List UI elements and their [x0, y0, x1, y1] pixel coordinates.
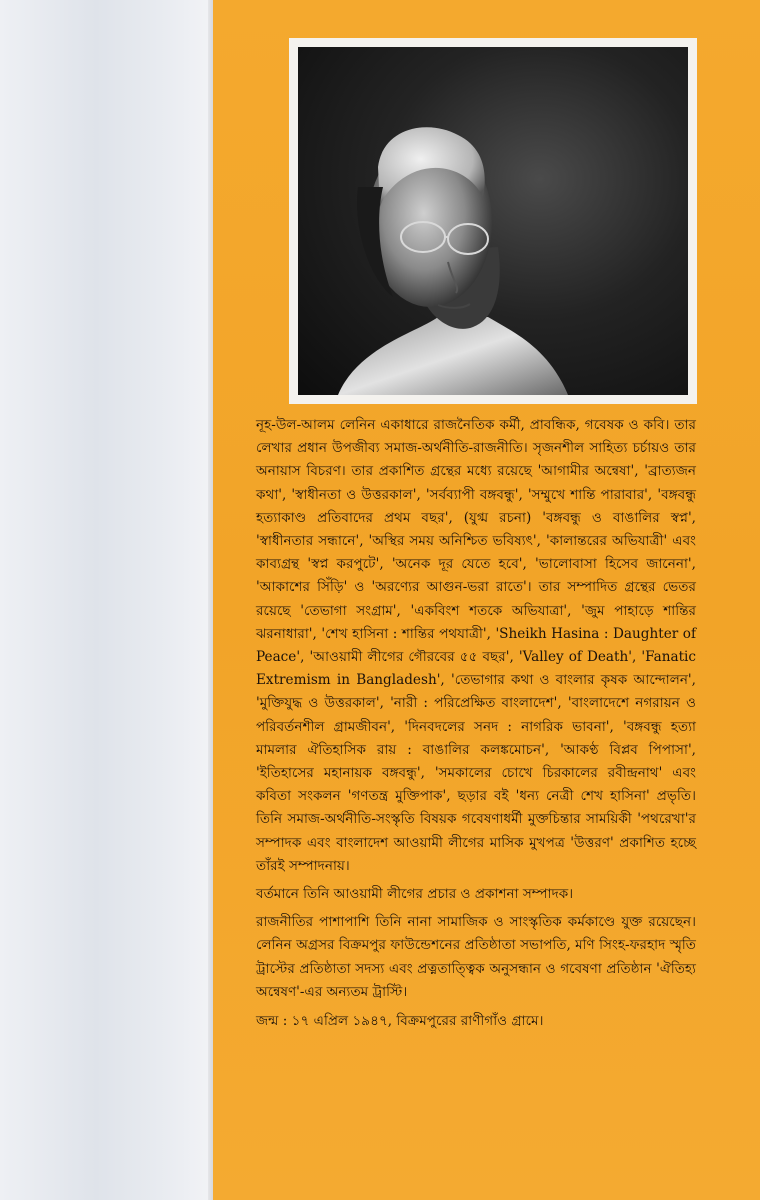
- bio-birth-info: জন্ম : ১৭ এপ্রিল ১৯৪৭, বিক্রমপুরের রাণীগাঁও গ্রামে।: [256, 1013, 544, 1030]
- book-spine-area: [0, 0, 213, 1200]
- bio-paragraph-main: নূহ-উল-আলম লেনিন একাধারে রাজনৈতিক কর্মী, প্রাবন্ধিক, গবেষক ও কবি। তার লেখার প্রধান উপজীব্য সমাজ-অর্থনীতি-রাজনীতি। সৃজনশীল সাহিত্য চর্চায়ও তার অনায়াস বিচরণ। তার প্রকাশিত গ্রন্থের মধ্যে রয়েছে 'আগামীর অন্বেষা', 'ব্রাত্যজন কথা', 'স্বাধীনতা ও উত্তরকাল', 'সর্বব্যাপী বঙ্গবন্ধু', 'সম্মুখে শান্তি পারাবার', 'বঙ্গবন্ধু হত্যাকাণ্ড প্রতিবাদের প্রথম বছর', (যুগ্ম রচনা) 'বঙ্গবন্ধু ও বাঙালির স্বপ্ন', 'স্বাধীনতার সন্ধানে', 'অস্থির সময় অনিশ্চিত ভবিষ্যৎ', 'কালান্তরের অভিযাত্রী' এবং কাব্যগ্রন্থ 'স্বপ্ন করপুটে', 'অনেক দূর যেতে হবে', 'ভালোবাসা হিসেব জানেনা', 'আকাশের সিঁড়ি' ও 'অরণ্যের আগুন-ভরা রাতে'। তার সম্পাদিত গ্রন্থের ভেতর রয়েছে 'তেভাগা সংগ্রাম', 'একবিংশ শতকে অভিযাত্রা', 'জুম পাহাড়ে শান্তির ঝরনাধারা', 'শেখ হাসিনা : শান্তির পথযাত্রী', 'Sheikh Hasina : Daughter of Peace', 'আওয়ামী লীগের গৌরবের ৫৫ বছর', 'Valley of Death', 'Fanatic Extremism in Bangladesh', 'তেভাগার কথা ও বাংলার কৃষক আন্দোলন', 'মুক্তিযুদ্ধ ও উত্তরকাল', 'নারী : পরিপ্রেক্ষিত বাংলাদেশ', 'বাংলাদেশে নগরায়ন ও পরিবর্তনশীল গ্রামজীবন', 'দিনবদলের সনদ : নাগরিক ভাবনা', 'বঙ্গবন্ধু হত্যা মামলার ঐতিহাসিক রায় : বাঙালির কলঙ্কমোচন', 'আকণ্ঠ বিপ্লব পিপাসা', 'ইতিহাসের মহানায়ক বঙ্গবন্ধু', 'সমকালের চোখে চিরকালের রবীন্দ্রনাথ' এবং কবিতা সংকলন 'গণতন্ত্র মুক্তিপাক', ছড়ার বই 'ধন্য নেত্রী শেখ হাসিনা' প্রভৃতি। তিনি সমাজ-অর্থনীতি-সংস্কৃতি বিষয়ক গবেষণাধর্মী মুক্তচিন্তার সাময়িকী 'পথরেখা'র সম্পাদক এবং বাংলাদেশ আওয়ামী লীগের মাসিক মুখপত্র 'উত্তরণ' প্রকাশিত হচ্ছে তাঁরই সম্পাদনায়।: [256, 417, 696, 874]
- author-photo: [298, 47, 688, 395]
- bio-paragraph-current-role: বর্তমানে তিনি আওয়ামী লীগের প্রচার ও প্রকাশনা সম্পাদক।: [256, 886, 574, 903]
- author-portrait-image: [298, 47, 688, 395]
- bio-paragraph-activities: রাজনীতির পাশাপাশি তিনি নানা সামাজিক ও সাংস্কৃতিক কর্মকাণ্ডে যুক্ত রয়েছেন। লেনিন অগ্রসর বিক্রমপুর ফাউন্ডেশনের প্রতিষ্ঠাতা সভাপতি, মণি সিংহ-ফরহাদ স্মৃতি ট্রাস্টের প্রতিষ্ঠাতা সদস্য এবং প্রত্নতাত্ত্বিক অনুসন্ধান ও গবেষণা প্রতিষ্ঠান 'ঐতিহ্য অন্বেষণ'-এর অন্যতম ট্রাস্টি।: [256, 914, 696, 1000]
- author-photo-frame: [289, 38, 697, 404]
- author-biography: [256, 414, 696, 1038]
